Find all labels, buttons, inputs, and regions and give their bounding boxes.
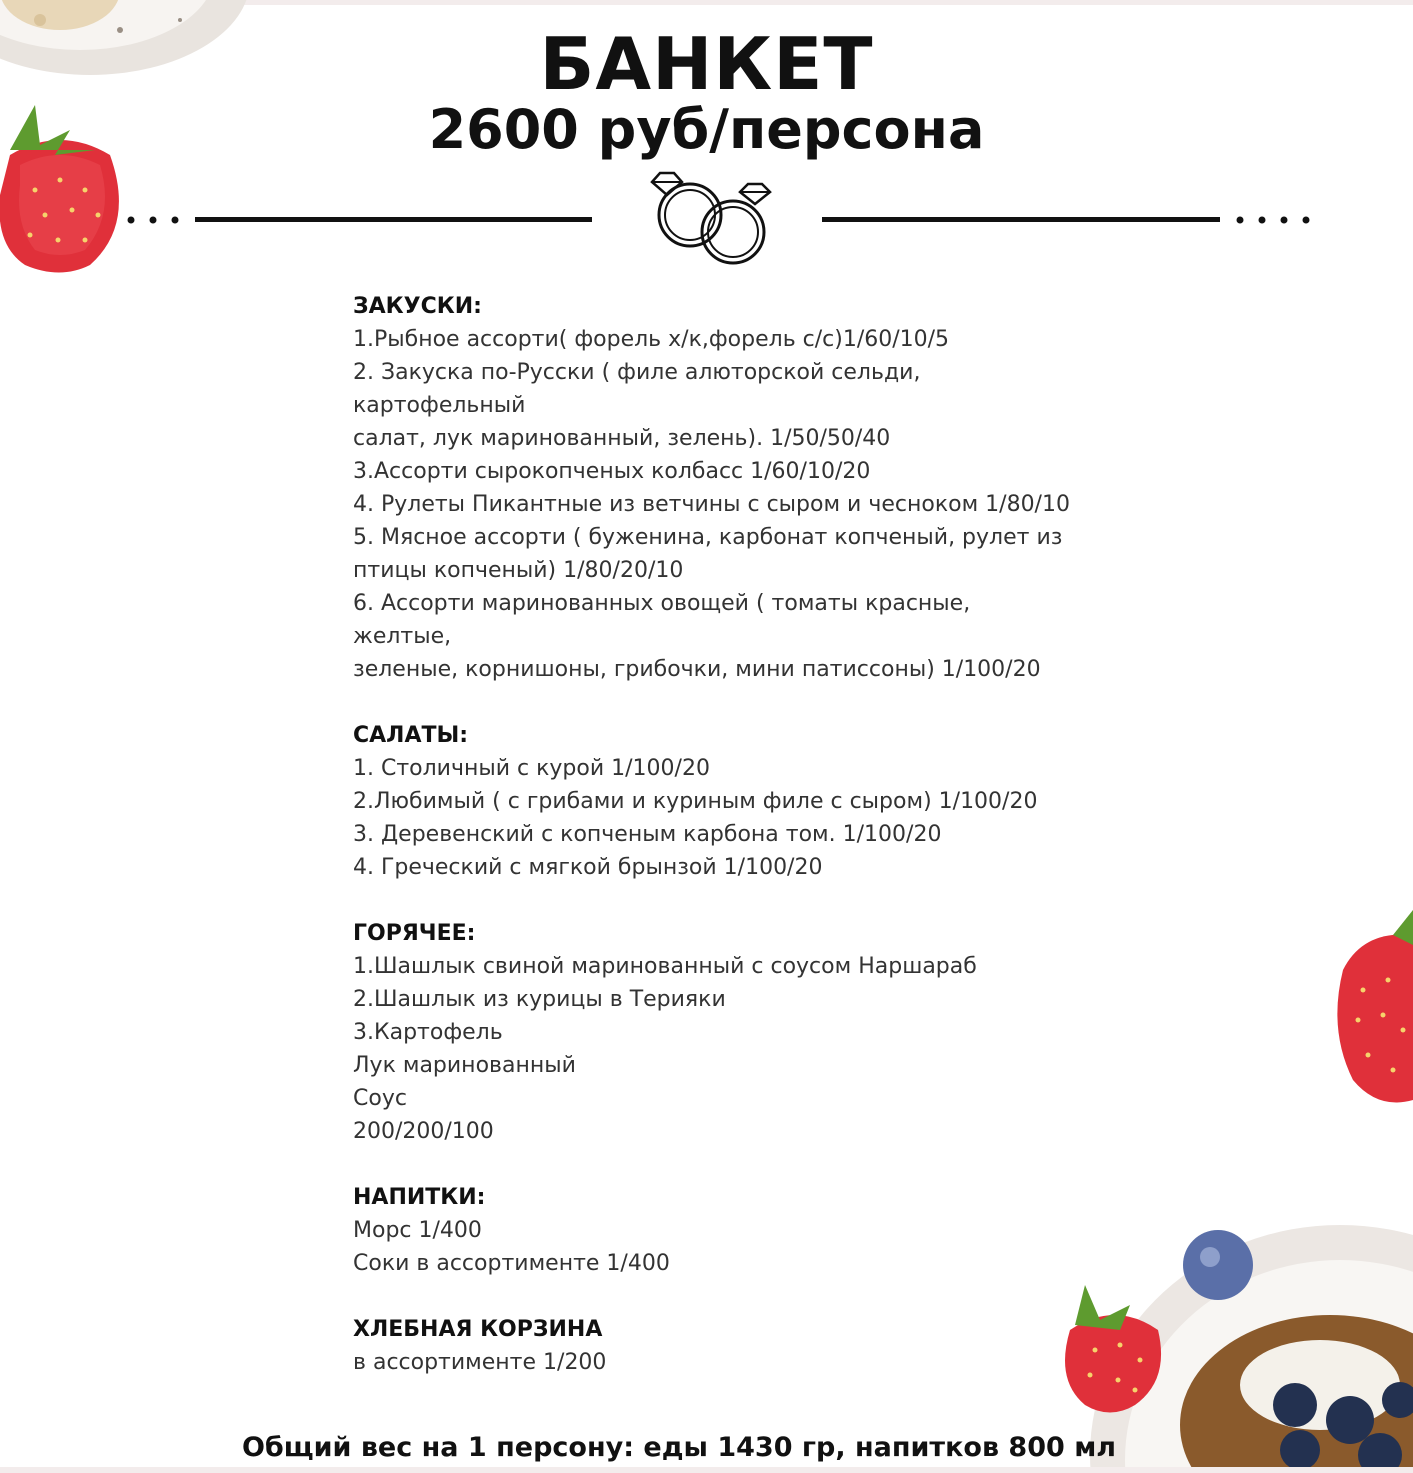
bottom-border-band [0,1467,1413,1473]
menu-item: салат, лук маринованный, зелень). 1/50/50/40 [353,426,891,451]
menu-item: Соки в ассортименте 1/400 [353,1251,670,1276]
menu-item: 6. Ассорти маринованных овощей ( томаты красные, желтые, [353,591,971,649]
menu-item: 3. Деревенский с копченым карбона том. 1/100/20 [353,822,942,847]
menu-item: в ассортименте 1/200 [353,1350,607,1375]
menu-item: 4. Рулеты Пикантные из ветчины с сыром и чесноком 1/80/10 [353,492,1070,517]
price-subtitle: 2600 руб/персона [428,98,985,161]
section-title: ЗАКУСКИ: [353,294,482,319]
menu-item: зеленые, корнишоны, грибочки, мини патиссоны) 1/100/20 [353,657,1041,682]
menu-item: 3.Ассорти сырокопченых колбасс 1/60/10/20 [353,459,871,484]
menu-item: 200/200/100 [353,1119,494,1144]
section-drinks [353,1181,1073,1280]
line-right [822,217,1220,222]
menu-item: 2.Любимый ( с грибами и куриным филе с сыром) 1/100/20 [353,789,1038,814]
menu-item: 3.Картофель [353,1020,503,1045]
menu-item: Соус [353,1086,407,1111]
menu-item: 1. Столичный с курой 1/100/20 [353,756,710,781]
section-title: САЛАТЫ: [353,723,469,748]
menu-item: 4. Греческий с мягкой брынзой 1/100/20 [353,855,823,880]
section-appetizers [353,290,1073,686]
menu-item: 2. Закуска по-Русски ( филе алюторской сельди, картофельный [353,360,921,418]
dots-left [128,217,179,224]
menu-item: 5. Мясное ассорти ( буженина, карбонат копченый, рулет из [353,525,1063,550]
section-salads [353,719,1073,884]
section-bread-basket [353,1313,1073,1379]
section-title: ХЛЕБНАЯ КОРЗИНА [353,1317,603,1342]
menu-item: Морс 1/400 [353,1218,482,1243]
menu-item: 2.Шашлык из курицы в Терияки [353,987,726,1012]
strawberry-right-image [1333,910,1413,1110]
line-left [195,217,592,222]
menu-item: 1.Шашлык свиной маринованный с соусом Наршараб [353,954,977,979]
menu-list [353,290,1073,1412]
wedding-rings-icon [652,173,770,263]
dots-right [1237,217,1310,224]
section-hot-dishes [353,917,1073,1148]
section-title: ГОРЯЧЕЕ: [353,921,476,946]
menu-item: 1.Рыбное ассорти( форель х/к,форель с/с)1/60/10/5 [353,327,950,352]
menu-item: птицы копченый) 1/80/20/10 [353,558,684,583]
total-weight-footer: Общий вес на 1 персону: еды 1430 гр, напитков 800 мл [241,1432,1117,1463]
menu-item: Лук маринованный [353,1053,576,1078]
section-title: НАПИТКИ: [353,1185,486,1210]
divider-with-rings [0,168,1413,278]
page-title: БАНКЕТ [539,22,874,106]
